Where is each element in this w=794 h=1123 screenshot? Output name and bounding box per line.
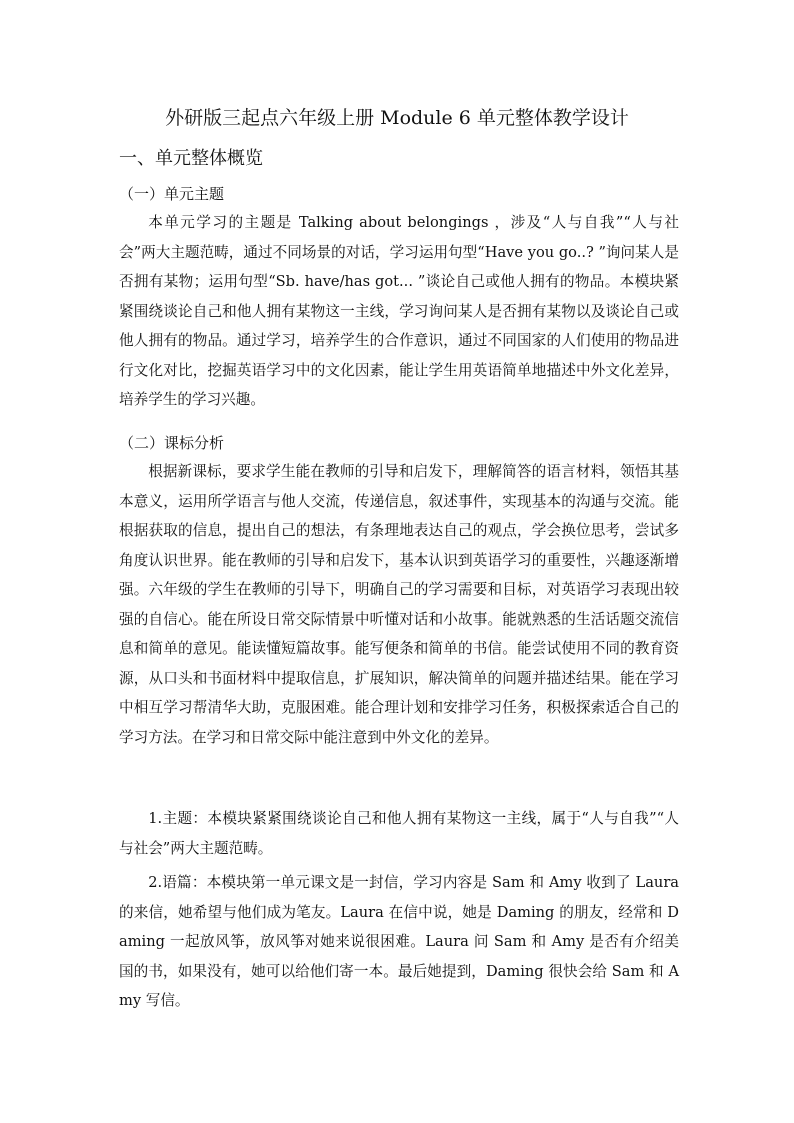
subsection-heading-curriculum-analysis: （二）课标分析 bbox=[119, 434, 225, 452]
paragraph-curriculum-analysis: 根据新课标，要求学生能在教师的引导和启发下，理解简答的语言材料，领悟其基本意义，运用所学语言与他人交流，传递信息，叙述事件，实现基本的沟通与交流。能根据获取的信息，提出自己的想法，有条理地表达自己的观点，学会换位思考，尝试多角度认识世界。能在教师的引导和启发下，基本认识到英语学习的重要性，兴趣逐渐增强。六年级的学生在教师的引导下，明确自己的学习需要和目标，对英语学习表现出较强的自信心。能在所设日常交际情景中听懂对话和小故事。能就熟悉的生活话题交流信息和简单的意见。能读懂短篇故事。能写便条和简单的书信。能尝试使用不同的教育资源，从口头和书面材料中提取信息，扩展知识，解决简单的问题并描述结果。能在学习中相互学习帮清华大助，克服困难。能合理计划和安排学习任务，积极探索适合自己的学习方法。在学习和日常交际中能注意到中外文化的差异。 bbox=[119, 463, 679, 746]
paragraph-point-theme: 1.主题：本模块紧紧围绕谈论自己和他人拥有某物这一主线，属于“人与自我”“人与社会”两大主题范畴。 bbox=[119, 810, 679, 857]
paragraph-point-discourse: 2.语篇：本模块第一单元课文是一封信，学习内容是 Sam 和 Amy 收到了 Laura 的来信，她希望与他们成为笔友。Laura 在信中说，她是 Daming 的朋友，经常和 Daming 一起放风筝，放风筝对她来说很困难。Laura 问 Sam 和 Amy 是否有介绍美国的书，如果没有，她可以给他们寄一本。最后她提到，Daming 很快会给 Sam 和 Amy 写信。 bbox=[119, 874, 679, 1009]
document-title: 外研版三起点六年级上册 Module 6 单元整体教学设计 bbox=[165, 107, 629, 129]
section-heading-overview: 一、单元整体概览 bbox=[119, 148, 263, 169]
paragraph-unit-theme: 本单元学习的主题是 Talking about belongings ，涉及“人与自我”“人与社会”两大主题范畴，通过不同场景的对话，学习运用句型“Have you go..? ”询问某人是否拥有某物；运用句型“Sb. have/has got... ”谈论自己或他人拥有的物品。本模块紧紧围绕谈论自己和他人拥有某物这一主线，学习询问某人是否拥有某物以及谈论自己或他人拥有的物品。通过学习，培养学生的合作意识，通过不同国家的人们使用的物品进行文化对比，挖掘英语学习中的文化因素，能让学生用英语简单地描述中外文化差异，培养学生的学习兴趣。 bbox=[119, 214, 679, 408]
subsection-heading-unit-theme: （一）单元主题 bbox=[119, 185, 225, 203]
